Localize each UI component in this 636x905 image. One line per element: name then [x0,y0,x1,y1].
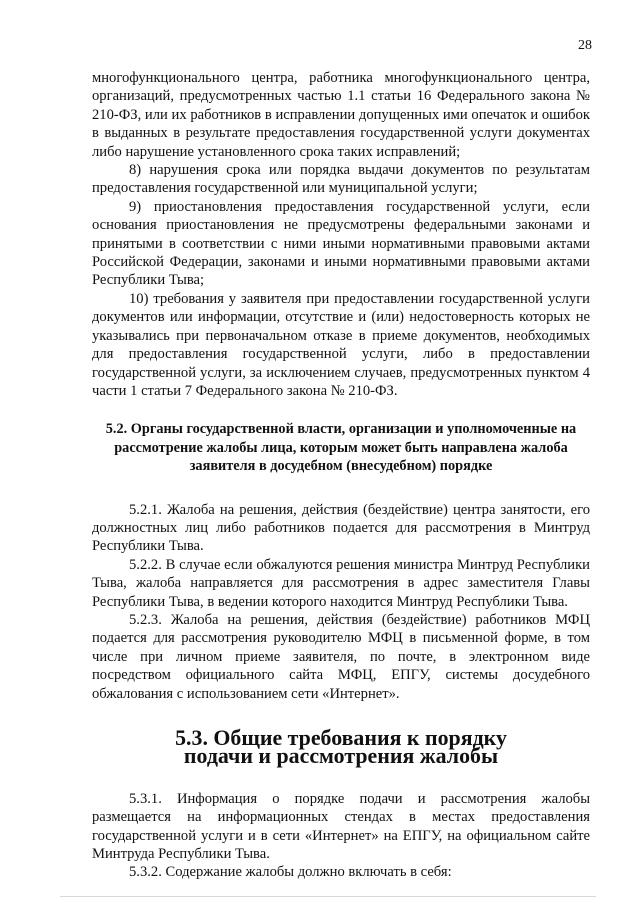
section-5-3-heading [92,725,590,769]
page-number: 28 [578,38,592,53]
paragraph-item-10: 10) требования у заявителя при предоставлении государственной услуги документов или информации, отсутствие и (или) недостоверность которых не указывались при первоначальном отказе в приеме документов, необходимых для предоставления государственной услуги, либо в предоставлении государственной услуги, за исключением случаев, предусмотренных пунктом 4 части 1 статьи 7 Федерального закона № 210-ФЗ. [92,290,590,399]
paragraph-continuation: многофункционального центра, работника многофункционального центра, организаций, предусмотренных частью 1.1 статьи 16 Федерального закона № 210-ФЗ, или их работников в исправлении допущенных ими опечаток и ошибок в выданных в результате предоставления государственной услуги документах либо нарушение установленного срока таких исправлений; [92,70,590,160]
paragraph-item-9: 9) приостановления предоставления государственной услуги, если основания приостановления не предусмотрены федеральными законами и принятыми в соответствии с ними иными нормативными правовыми актами Российской Федерации, законами и иными нормативными правовыми актами Республики Тыва; [92,198,590,289]
paragraph-5-3-2: 5.3.2. Содержание жалобы должно включать в себя: [129,864,452,881]
page-bottom-edge-line [60,896,596,897]
paragraph-5-3-1: 5.3.1. Информация о порядке подачи и рассмотрения жалобы размещается на информационных стендах в местах предоставления государственной услуги и в сети «Интернет» на ЕПГУ, на официальном сайте Минтруда Республики Тыва. [92,790,590,863]
section-5-3-heading-line-2: подачи и рассмотрения жалобы [183,743,499,769]
paragraph-5-2-1: 5.2.1. Жалоба на решения, действия (бездействие) центра занятости, его должностных лиц либо работников подается для рассмотрения в Минтруд Республики Тыва. [92,501,590,555]
section-5-2-heading: 5.2. Органы государственной власти, организации и уполномоченные на рассмотрение жалобы лица, которым может быть направлена жалоба заявителя в досудебном (внесудебном) порядке [105,421,577,475]
paragraph-item-8: 8) нарушения срока или порядка выдачи документов по результатам предоставления государственной или муниципальной услуги; [92,162,590,197]
paragraph-5-2-2: 5.2.2. В случае если обжалуются решения министра Минтруд Республики Тыва, жалоба направляется для рассмотрения в адрес заместителя Главы Республики Тыва, в ведении которого находится Минтруд Республики Тыва. [92,556,590,610]
section-5-3-heading-line-1: 5.3. Общие требования к порядку [175,725,507,750]
paragraph-5-2-3: 5.2.3. Жалоба на решения, действия (бездействие) работников МФЦ подается для рассмотрения руководителю МФЦ в письменной форме, в том числе при личном приеме заявителя, по почте, в электронном виде посредством официального сайта МФЦ, ЕПГУ, системы досудебного обжалования с использованием сети «Интернет». [92,611,590,702]
document-body [92,69,590,882]
